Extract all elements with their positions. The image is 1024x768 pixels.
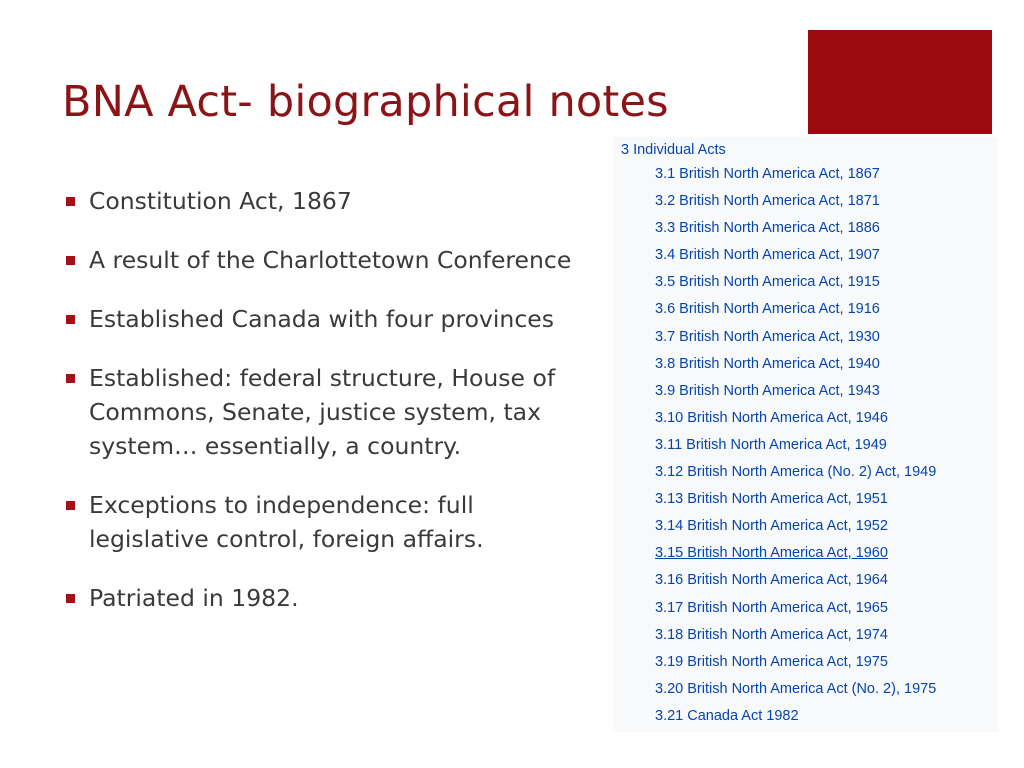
square-bullet-icon: [66, 594, 75, 603]
square-bullet-icon: [66, 256, 75, 265]
toc-item-link[interactable]: [655, 486, 936, 513]
bullet-item: [66, 488, 596, 556]
square-bullet-icon: [66, 315, 75, 324]
toc-item-link[interactable]: [655, 296, 936, 323]
toc-item-link[interactable]: [655, 378, 936, 405]
square-bullet-icon: [66, 197, 75, 206]
toc-item-link[interactable]: [655, 324, 936, 351]
toc-item-label: 3.13 British North America Act, 1951: [655, 491, 888, 508]
bullet-text: A result of the Charlottetown Conference: [89, 246, 572, 274]
toc-item-label: 3.12 British North America (No. 2) Act, 1949: [655, 464, 937, 481]
square-bullet-icon: [66, 501, 75, 510]
bullet-item: [66, 243, 596, 277]
toc-item-label: 3.6 British North America Act, 1916: [655, 301, 880, 318]
accent-block: [808, 30, 992, 134]
toc-item-label: 3.7 British North America Act, 1930: [655, 328, 880, 345]
toc-item-link[interactable]: [655, 595, 936, 622]
toc-item-label: 3.10 British North America Act, 1946: [655, 409, 888, 426]
slide-title: BNA Act- biographical notes: [62, 77, 669, 127]
toc-item-link[interactable]: [655, 432, 936, 459]
bullet-item: [66, 361, 596, 463]
bullet-text: Constitution Act, 1867: [89, 187, 352, 215]
toc-item-link[interactable]: [655, 540, 936, 567]
toc-item-link[interactable]: [655, 567, 936, 594]
bullet-text: Established: federal structure, House of Commons, Senate, justice system, tax system… essentially, a country.: [89, 364, 556, 460]
toc-item-label: 3.20 British North America Act (No. 2), 1975: [655, 680, 937, 697]
bullet-text: Established Canada with four provinces: [89, 305, 554, 333]
toc-item-label: 3.3 British North America Act, 1886: [655, 220, 880, 237]
bullet-item: [66, 302, 596, 336]
bullet-text: Patriated in 1982.: [89, 584, 299, 612]
toc-item-label: 3.19 British North America Act, 1975: [655, 653, 888, 670]
toc-item-link[interactable]: [655, 622, 936, 649]
toc-item-link[interactable]: [655, 269, 936, 296]
toc-item-label: 3.8 British North America Act, 1940: [655, 355, 880, 372]
toc-item-label: 3.21 Canada Act 1982: [655, 707, 799, 724]
bullet-item: [66, 184, 596, 218]
toc-item-label: 3.9 British North America Act, 1943: [655, 382, 880, 399]
toc-item-link[interactable]: [655, 676, 936, 703]
toc-item-label: 3.5 British North America Act, 1915: [655, 274, 880, 291]
toc-item-link[interactable]: [655, 513, 936, 540]
toc-screenshot: [613, 137, 998, 732]
toc-item-link[interactable]: [655, 351, 936, 378]
bullet-text: Exceptions to independence: full legislative control, foreign affairs.: [89, 491, 484, 553]
toc-item-label: 3.17 British North America Act, 1965: [655, 599, 888, 616]
square-bullet-icon: [66, 374, 75, 383]
toc-item-link[interactable]: [655, 703, 936, 730]
toc-item-label: 3.14 British North America Act, 1952: [655, 518, 888, 535]
bullet-item: [66, 581, 596, 615]
toc-item-label: 3.15 British North America Act, 1960: [655, 545, 888, 562]
toc-item-link[interactable]: [655, 215, 936, 242]
toc-item-link[interactable]: [655, 459, 936, 486]
toc-item-label: 3.1 British North America Act, 1867: [655, 166, 880, 182]
toc-heading-link[interactable]: 3 Individual Acts: [621, 142, 726, 158]
toc-item-link[interactable]: [655, 242, 936, 269]
toc-list: [655, 161, 936, 730]
toc-item-label: 3.18 British North America Act, 1974: [655, 626, 888, 643]
toc-item-label: 3.16 British North America Act, 1964: [655, 572, 888, 589]
toc-item-link[interactable]: [655, 188, 936, 215]
toc-item-link[interactable]: [655, 649, 936, 676]
toc-item-label: 3.2 British North America Act, 1871: [655, 193, 880, 210]
toc-item-label: 3.4 British North America Act, 1907: [655, 247, 880, 264]
toc-item-label: 3.11 British North America Act, 1949: [655, 436, 887, 453]
bullet-list: [66, 184, 596, 615]
toc-item-link[interactable]: [655, 161, 936, 188]
toc-item-link[interactable]: [655, 405, 936, 432]
